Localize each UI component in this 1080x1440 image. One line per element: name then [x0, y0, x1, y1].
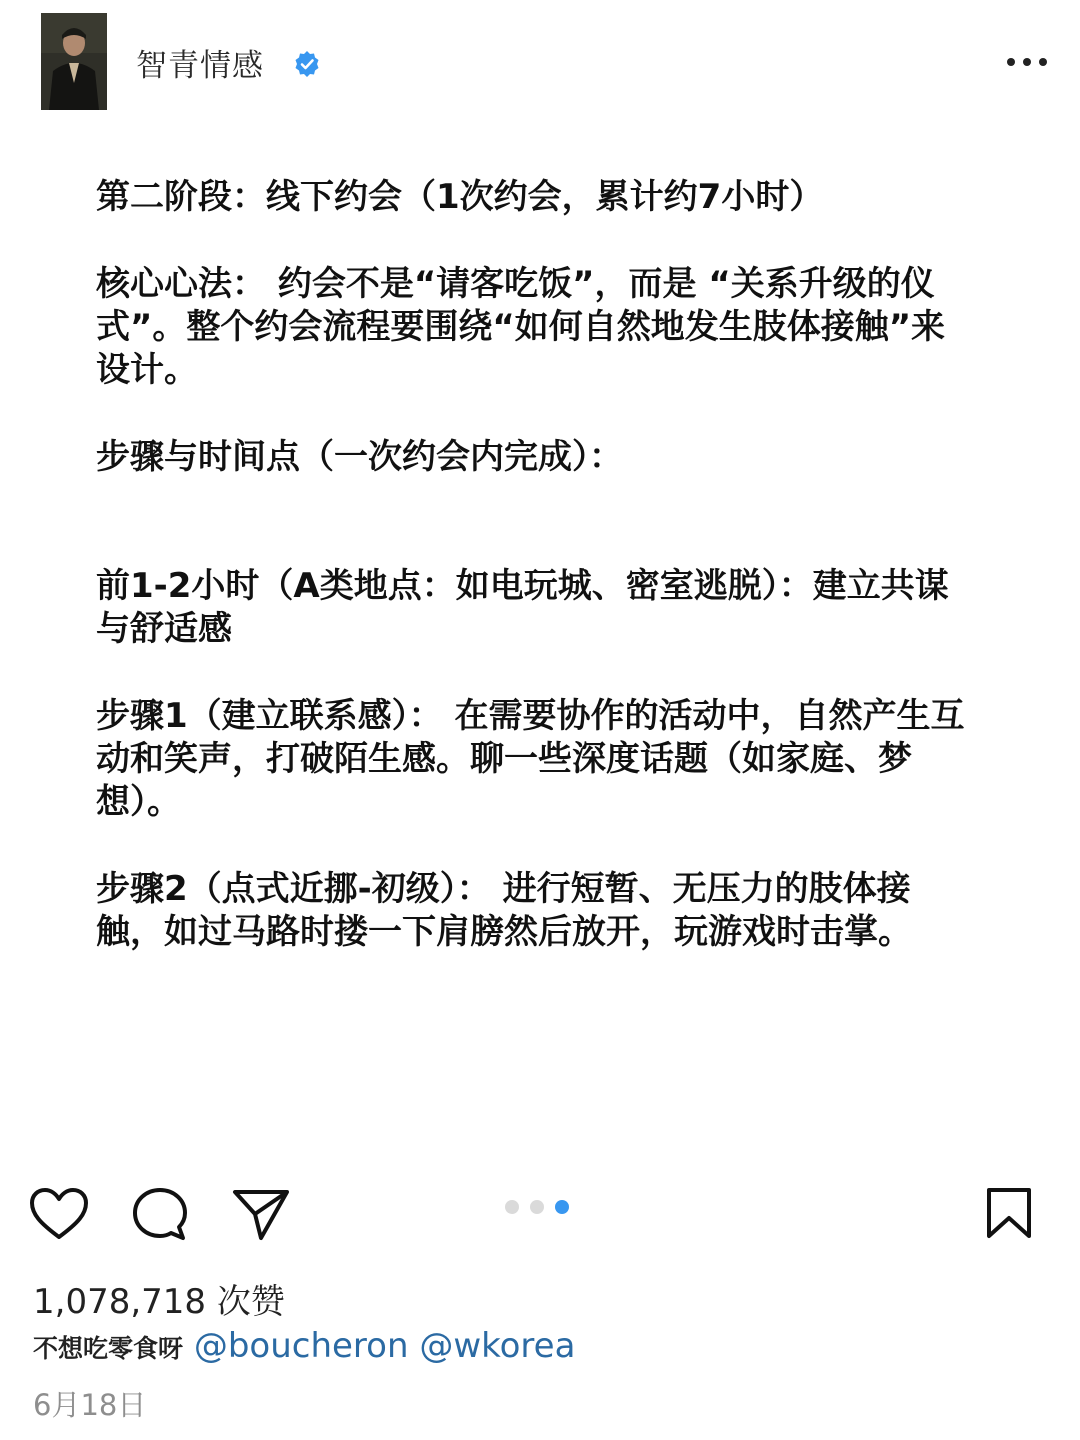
profile-photo: [41, 13, 107, 110]
username[interactable]: 智青情感: [136, 48, 264, 84]
caption-username[interactable]: 不想吃零食呀: [33, 1334, 184, 1363]
like-count[interactable]: 1,078,718 次赞: [33, 1282, 285, 1322]
post-paragraph: 步骤1（建立联系感）： 在需要协作的活动中，自然产生互动和笑声，打破陌生感。聊一些深度话题（如家庭、梦想）。: [96, 696, 965, 822]
post-paragraph: 核心心法： 约会不是“请客吃饭”，而是 “关系升级的仪式”。整个约会流程要围绕“如何自然地发生肢体接触”来设计。: [96, 264, 946, 390]
more-horizontal-icon[interactable]: [1004, 48, 1050, 76]
post-paragraph: 第二阶段：线下约会（1次约会，累计约7小时）: [96, 177, 824, 217]
avatar[interactable]: [41, 13, 107, 110]
carousel-dot: [505, 1200, 519, 1214]
verified-badge-icon: [293, 50, 321, 78]
bookmark-icon[interactable]: [985, 1186, 1033, 1242]
post-paragraph: 步骤2（点式近挪-初级）： 进行短暂、无压力的肢体接触，如过马路时搂一下肩膀然后放开，玩游戏时击掌。: [96, 869, 912, 952]
send-icon[interactable]: [231, 1186, 291, 1242]
post-paragraph: 步骤与时间点（一次约会内完成）：: [96, 437, 623, 477]
carousel-indicator: [505, 1200, 575, 1216]
post-content: [96, 176, 976, 954]
post-date: 6月18日: [33, 1388, 147, 1422]
carousel-dot-active: [555, 1200, 569, 1214]
comment-icon[interactable]: [131, 1186, 189, 1242]
mention-link[interactable]: @wkorea: [419, 1326, 576, 1366]
caption: [33, 1326, 575, 1366]
mention-link[interactable]: @boucheron: [193, 1326, 409, 1366]
post-paragraph: 前1-2小时（A类地点：如电玩城、密室逃脱）：建立共谋与舒适感: [96, 566, 949, 649]
heart-icon[interactable]: [28, 1186, 90, 1242]
carousel-dot: [530, 1200, 544, 1214]
